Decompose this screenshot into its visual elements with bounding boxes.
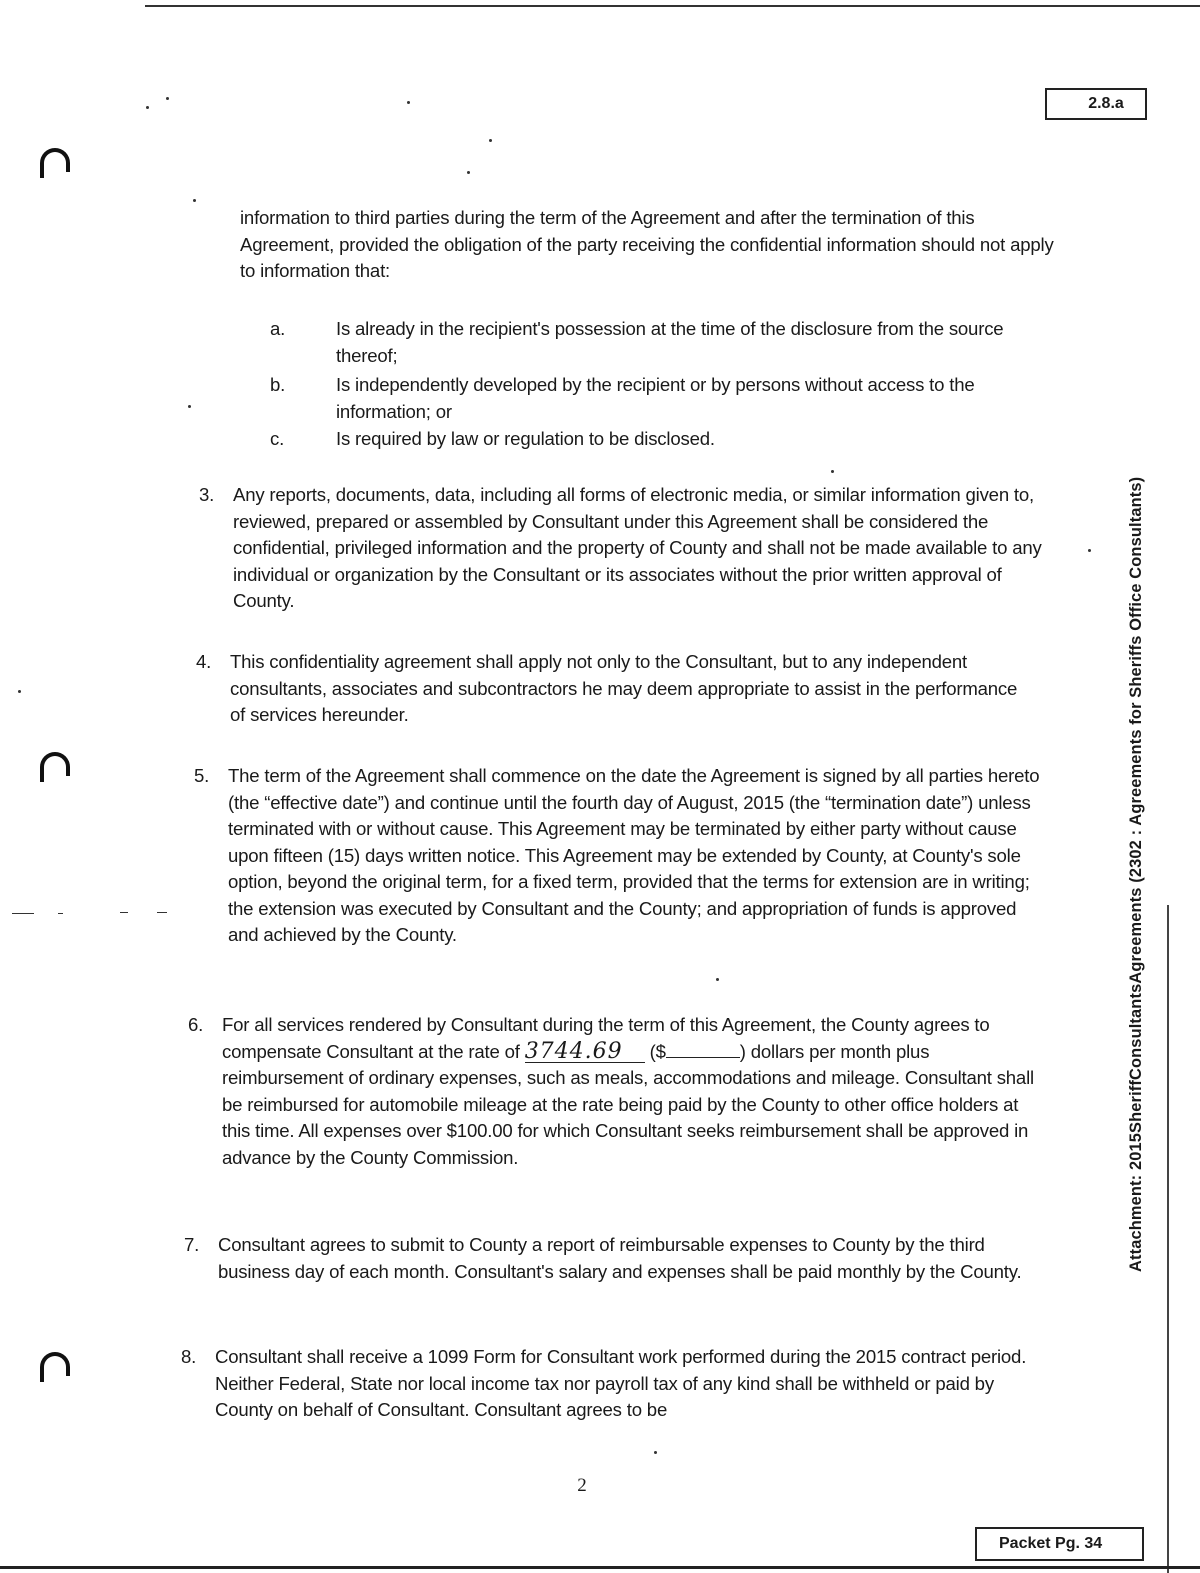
scan-speck [489, 139, 492, 142]
margin-rule [1167, 905, 1169, 1573]
scan-mark [58, 913, 63, 914]
clause-number: 3. [199, 484, 215, 505]
scan-speck [146, 106, 149, 109]
section-tag: 2.8.a [1045, 88, 1147, 120]
clause-text: The term of the Agreement shall commence on the date the Agreement is signed by all parties hereto (the “effective date”) and continue until the fourth day of August, 2015 (the “termination date”) unless terminated with or without cause. This Agreement may be terminated by either party without cause upon fifteen (15) days written notice. This Agreement may be extended by County, at County's sole option, beyond the original term, for a fixed term, provided that the terms for extension are in writing; the extension was executed by Consultant and the County; and appropriation of funds is approved and achieved by the County. [228, 765, 1040, 945]
scan-mark [120, 912, 128, 913]
scan-speck [188, 405, 191, 408]
clause-number: 6. [188, 1014, 204, 1035]
clause-text-after: ) dollars per month plus reimbursement of ordinary expenses, such as meals, accommodations and mileage. Consultant shall be reimbursed for automobile mileage at the rate being paid by the County to other office holders at this time. All expenses over $100.00 for which Consultant seeks reimbursement shall be approved in advance by the County Commission. [222, 1040, 1034, 1168]
page-number: 2 [577, 1475, 587, 1496]
clause-text: Consultant shall receive a 1099 Form for Consultant work performed during the 2015 contract period. Neither Federal, State nor local income tax nor payroll tax of any kind shall be withheld or paid by County on behalf of Consultant. Consultant agrees to be [215, 1346, 1027, 1420]
handwritten-amount: 3744.69 [524, 1038, 623, 1064]
scan-mark [157, 912, 167, 913]
clause-5 [194, 763, 1043, 949]
binder-hole-icon [40, 752, 70, 776]
sub-item-c [240, 426, 1060, 453]
binder-hole-icon [40, 1352, 70, 1376]
clause-7 [184, 1232, 1028, 1285]
clause-text: This confidentiality agreement shall apply not only to the Consultant, but to any independent consultants, associates and subcontractors he may deem appropriate to assist in the performance of services hereunder. [230, 651, 1018, 725]
clause-text-mid: ($ [644, 1040, 666, 1062]
clause-text-before: For all services rendered by Consultant during the term of this Agreement, the County agrees to compensate Consultant at the rate of [222, 1014, 990, 1062]
scan-mark [12, 913, 34, 914]
amount-blank [666, 1057, 740, 1058]
bottom-rule [0, 1566, 1200, 1569]
scan-speck [831, 470, 834, 473]
scan-speck [716, 978, 719, 981]
scan-speck [1088, 549, 1091, 552]
scan-speck [654, 1451, 657, 1454]
sub-item-marker: b. [270, 374, 286, 395]
top-rule [145, 5, 1200, 7]
sub-item-marker: c. [270, 428, 285, 449]
sub-item-text: Is required by law or regulation to be disclosed. [336, 428, 715, 449]
packet-page-label: Packet Pg. 34 [975, 1527, 1144, 1561]
sub-item-text: Is independently developed by the recipient or by persons without access to the information; or [336, 374, 975, 422]
intro-paragraph: information to third parties during the term of the Agreement and after the termination of this Agreement, provided the obligation of the party receiving the confidential information should not apply to information that: [240, 207, 1054, 281]
sub-item-text: Is already in the recipient's possession at the time of the disclosure from the source thereof; [336, 318, 1004, 366]
rate-blank [524, 1038, 645, 1064]
clause-6 [188, 1012, 1037, 1171]
sub-item-b [240, 372, 1060, 425]
scan-speck [166, 97, 169, 100]
clause-text: Consultant agrees to submit to County a report of reimbursable expenses to County by the third business day of each month. Consultant's salary and expenses shall be paid monthly by the County. [218, 1234, 1022, 1282]
scan-speck [18, 690, 21, 693]
clause-number: 7. [184, 1234, 200, 1255]
sub-item-marker: a. [270, 318, 286, 339]
clause-8 [181, 1344, 1030, 1424]
clause-number: 5. [194, 765, 210, 786]
clause-number: 8. [181, 1346, 197, 1367]
sub-item-a [240, 316, 1060, 369]
scan-speck [407, 101, 410, 104]
clause-number: 4. [196, 651, 212, 672]
binder-hole-icon [40, 148, 70, 172]
scan-speck [193, 199, 196, 202]
clause-text: Any reports, documents, data, including all forms of electronic media, or similar information given to, reviewed, prepared or assembled by Consultant under this Agreement shall be considered the confidential, privileged information and the property of County and shall not be made available to any individual or organization by the Consultant or its associates without the prior written approval of County. [233, 484, 1042, 611]
clause-4 [196, 649, 1030, 729]
attachment-caption: Attachment: 2015SheriffConsultantsAgreements (2302 : Agreements for Sheriffs Office Consultants) [1127, 476, 1145, 1272]
clause-3 [199, 482, 1048, 615]
scan-speck [467, 171, 470, 174]
